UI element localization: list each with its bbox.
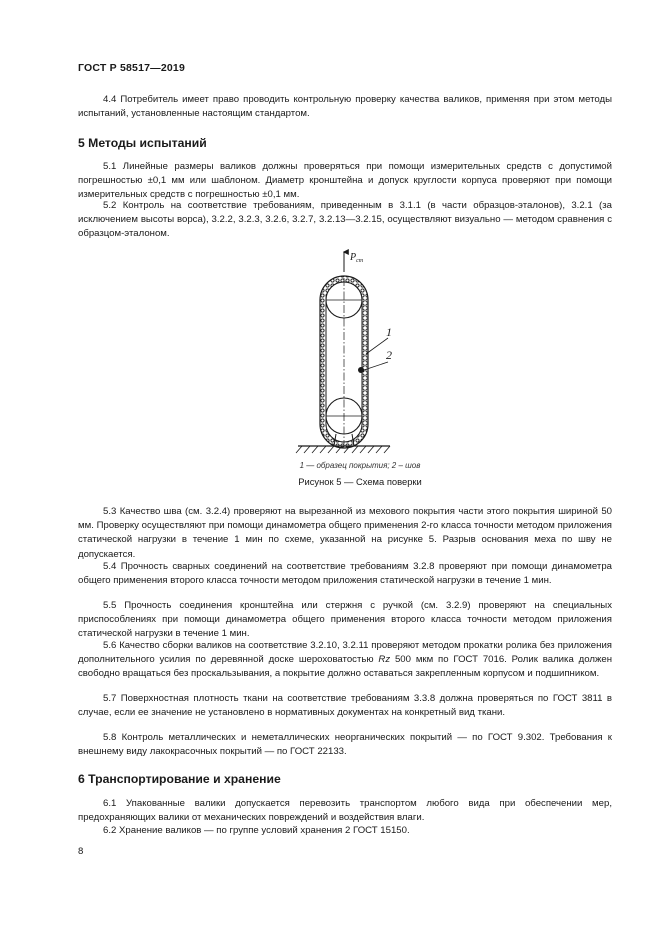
paragraph-5-6-part-b: 500 мкм по ГОСТ 7016. Ролик валика должен свободно вращаться без проскальзывания, а покрытие должно оставаться закрепленным корпусом и подшипником. (78, 654, 612, 680)
figure-5-test-scheme (290, 248, 430, 470)
paragraph-4-4: 4.4 Потребитель имеет право проводить контрольную проверку качества валиков, применяя при этом методы испытаний, установленные настоящим стандартом. (78, 94, 612, 120)
force-label: P (350, 252, 357, 263)
document-id-header: ГОСТ Р 58517—2019 (78, 62, 186, 74)
page-number: 8 (78, 846, 84, 857)
section-6-heading: 6 Транспортирование и хранение (78, 772, 281, 786)
paragraph-5-4: 5.4 Прочность сварных соединений на соответствие требованиям 3.2.8 проверяют при помощи динамометра общего применения второго класса точности методом приложения статической нагрузки в течение 1 мин. (78, 561, 612, 587)
paragraph-6-2: 6.2 Хранение валиков — по группе условий хранения 2 ГОСТ 15150. (103, 825, 410, 836)
callout-1: 1 (386, 325, 392, 339)
paragraph-5-7: 5.7 Поверхностная плотность ткани на соответствие требованиям 3.3.8 должна проверяться по ГОСТ 3811 в случае, если ее значение не установлено в нормативных документах на конкретный вид ткани. (78, 693, 612, 719)
paragraph-5-6 (78, 639, 612, 682)
paragraph-5-5: 5.5 Прочность соединения кронштейна или стержня с ручкой (см. 3.2.9) проверяют на специальных приспособлениях при помощи динамометра общего применения второго класса точности методом приложения статической нагрузки в течение 1 мин. (78, 600, 612, 640)
paragraph-5-1: 5.1 Линейные размеры валиков должны проверяться при помощи измерительных средств с допустимой погрешностью ±0,1 мм или шаблоном. Диаметр кронштейна и допуск круглости корпуса проверяют при помощи измерительных средств с погрешностью ±0,1 мм. (78, 161, 612, 201)
callout-2: 2 (386, 348, 392, 362)
paragraph-5-8: 5.8 Контроль металлических и неметаллических неорганических покрытий — по ГОСТ 9.302. Требования к внешнему виду лакокрасочных покрытий — по ГОСТ 22133. (78, 732, 612, 758)
section-5-heading: 5 Методы испытаний (78, 136, 207, 150)
roughness-symbol: Rz (378, 654, 391, 666)
figure-caption: Рисунок 5 — Схема поверки (298, 476, 422, 487)
svg-text:Pст (349, 252, 364, 264)
paragraph-5-3: 5.3 Качество шва (см. 3.2.4) проверяют на вырезанной из мехового покрытия части этого покрытия шириной 50 мм. Проверку осуществляют при помощи динамометра общего применения 2-го класса точности методом приложения статической нагрузки в течение 1 мин по схеме, указанной на рисунке 5. Разрыв основания меха по шву не допускается. (78, 506, 612, 560)
paragraph-6-1: 6.1 Упакованные валики допускается перевозить транспортом любого вида при обеспечении мер, предохраняющих валики от механических повреждений и воздействия влаги. (78, 798, 612, 824)
paragraph-5-2: 5.2 Контроль на соответствие требованиям, приведенным в 3.1.1 (в части образцов-эталонов), 3.2.1 (за исключением высоты ворса), 3.2.2, 3.2.3, 3.2.6, 3.2.7, 3.2.13—3.2.15, осуществляют визуально — методом сравнения с образцом-эталоном. (78, 200, 612, 240)
force-subscript: ст (356, 258, 364, 264)
paragraph-5-6-part-a: 5.6 Качество сборки валиков на соответствие 3.2.10, 3.2.11 проверяют методом прокатки ролика без приложения дополнительного усилия по деревянной доске шероховатостью (78, 640, 612, 666)
figure-legend: 1 — образец покрытия; 2 – шов (299, 461, 421, 470)
